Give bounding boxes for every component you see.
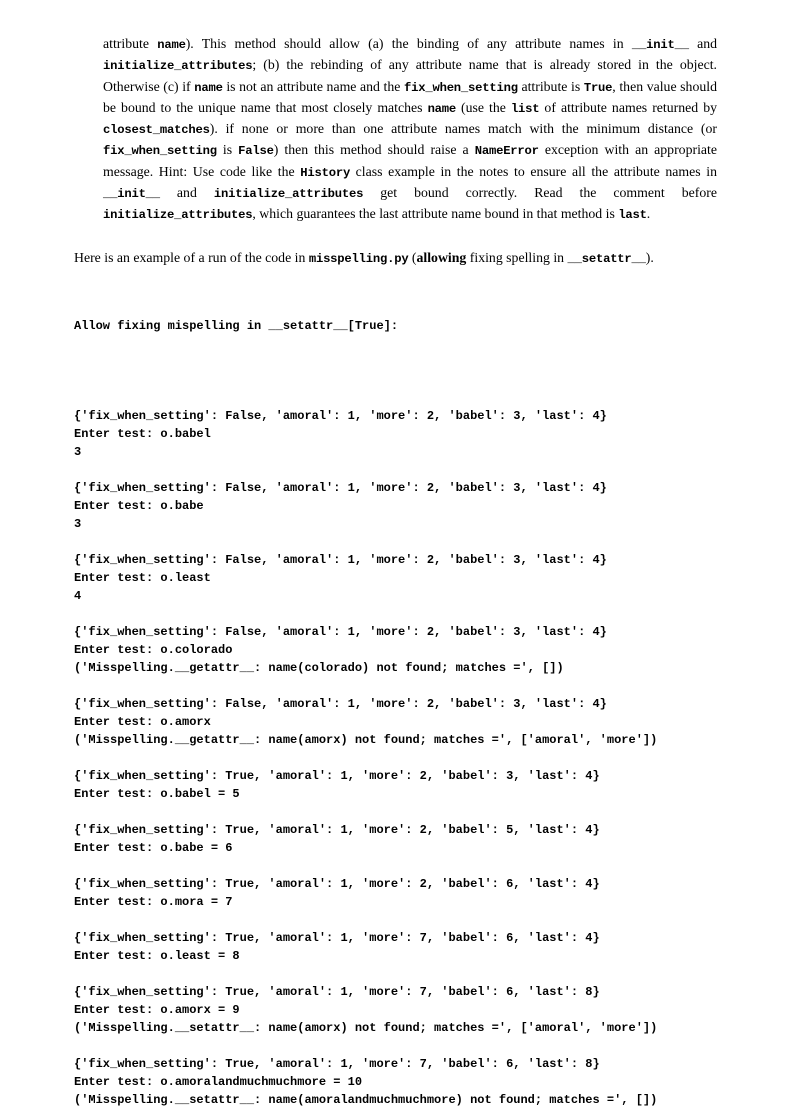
console-block	[74, 821, 719, 857]
inline-code: True	[583, 80, 613, 95]
console-line: {'fix_when_setting': False, 'amoral': 1, 'more': 2, 'babel': 3, 'last': 4}	[74, 552, 607, 567]
inline-code: False	[238, 144, 274, 159]
inline-code: misspelling.py	[308, 251, 409, 266]
console-line: {'fix_when_setting': True, 'amoral': 1, 'more': 7, 'babel': 6, 'last': 8}	[74, 984, 600, 999]
console-line: {'fix_when_setting': False, 'amoral': 1, 'more': 2, 'babel': 3, 'last': 4}	[74, 408, 607, 423]
console-block	[74, 767, 719, 803]
inline-code: list	[510, 101, 540, 116]
text-run: is	[216, 142, 239, 158]
inline-code: initialize_attributes	[103, 208, 253, 223]
text-run: .	[646, 206, 651, 222]
inline-code: initialize_attributes	[103, 59, 253, 74]
inline-code: name	[427, 101, 457, 116]
console-line: ('Misspelling.__getattr__: name(amorx) not found; matches =', ['amoral', 'more'])	[74, 732, 658, 747]
console-block	[74, 1055, 719, 1109]
text-run: ). This method should allow (a) the binding of any attribute names in	[185, 36, 632, 51]
text-run: attribute is	[517, 78, 584, 94]
inline-code: __init__	[631, 38, 689, 52]
text-run: ) then this method should raise a	[273, 142, 475, 158]
text-run: exception with an appropriate message. Hint: Use code like the	[103, 142, 717, 179]
console-line: Enter test: o.babel	[74, 426, 211, 441]
console-line: Enter test: o.amorx	[74, 714, 211, 729]
inline-code: closest_matches	[103, 123, 210, 138]
inline-code: name	[194, 80, 223, 95]
text-run: , which guarantees the last attribute name bound in that method is	[252, 206, 619, 222]
console-line: {'fix_when_setting': True, 'amoral': 1, 'more': 7, 'babel': 6, 'last': 4}	[74, 930, 600, 945]
console-output	[74, 281, 719, 1109]
text-run: allowing	[416, 249, 467, 265]
console-line: Enter test: o.babe	[74, 498, 204, 513]
console-line: {'fix_when_setting': True, 'amoral': 1, 'more': 2, 'babel': 5, 'last': 4}	[74, 822, 600, 837]
console-block	[74, 551, 719, 605]
text-run: (	[408, 249, 417, 265]
text-run: fixing spelling in	[466, 249, 568, 265]
console-line: ('Misspelling.__getattr__: name(colorado) not found; matches =', [])	[74, 660, 564, 675]
text-run: of attribute names returned by	[539, 99, 717, 115]
console-block	[74, 929, 719, 965]
text-run: and	[688, 36, 718, 51]
console-line: Enter test: o.amorx = 9	[74, 1002, 240, 1017]
text-run: ; (b) the rebinding of any attribute name that is already stored in the object. Otherwise (c) if	[103, 57, 717, 94]
console-line: Enter test: o.amoralandmuchmuchmore = 10	[74, 1074, 363, 1089]
example-intro-line	[74, 249, 719, 268]
console-line: Enter test: o.mora = 7	[74, 894, 233, 909]
console-line: {'fix_when_setting': True, 'amoral': 1, 'more': 7, 'babel': 6, 'last': 8}	[74, 1056, 600, 1071]
text-run: and	[159, 185, 214, 201]
console-block	[74, 479, 719, 533]
console-line: Enter test: o.least	[74, 570, 211, 585]
console-block	[74, 875, 719, 911]
console-block	[74, 623, 719, 677]
text-run: , then value should be bound to the unique name that most closely matches	[103, 78, 717, 115]
console-line: {'fix_when_setting': True, 'amoral': 1, 'more': 2, 'babel': 3, 'last': 4}	[74, 768, 600, 783]
text-run: attribute	[103, 36, 158, 51]
console-block	[74, 695, 719, 749]
console-line: {'fix_when_setting': False, 'amoral': 1, 'more': 2, 'babel': 3, 'last': 4}	[74, 480, 607, 495]
console-line: ('Misspelling.__setattr__: name(amoralandmuchmuchmore) not found; matches =', [])	[74, 1092, 658, 1107]
console-line: {'fix_when_setting': False, 'amoral': 1, 'more': 2, 'babel': 3, 'last': 4}	[74, 696, 607, 711]
text-run: (use the	[456, 99, 511, 115]
text-run: get bound correctly. Read the comment before	[363, 185, 717, 201]
inline-code: __init__	[103, 187, 160, 202]
inline-code: __setattr__	[567, 251, 646, 266]
inline-code: NameError	[474, 144, 539, 159]
inline-code: fix_when_setting	[103, 144, 217, 159]
text-run: ). if none or more than one attribute names match with the minimum distance (or	[209, 121, 717, 137]
console-line: Enter test: o.least = 8	[74, 948, 240, 963]
text-run: Here is an example of a run of the code in	[74, 249, 309, 265]
text-run: ).	[645, 249, 654, 265]
inline-code: name	[157, 38, 186, 52]
console-block	[74, 407, 719, 461]
console-line: 3	[74, 516, 82, 531]
text-run: is not an attribute name and the	[222, 78, 405, 94]
inline-code: initialize_attributes	[213, 187, 364, 202]
inline-code: last	[618, 208, 647, 223]
console-line: Enter test: o.babe = 6	[74, 840, 233, 855]
console-header: Allow fixing mispelling in __setattr__[True]:	[74, 318, 399, 333]
console-line: ('Misspelling.__setattr__: name(amorx) not found; matches =', ['amoral', 'more'])	[74, 1020, 658, 1035]
console-line: Enter test: o.babel = 5	[74, 786, 240, 801]
console-line: 4	[74, 588, 82, 603]
console-line: Enter test: o.colorado	[74, 642, 233, 657]
console-line: 3	[74, 444, 82, 459]
console-block	[74, 983, 719, 1037]
inline-code: fix_when_setting	[404, 80, 518, 95]
intro-paragraph	[103, 34, 717, 226]
text-run: class example in the notes to ensure all the attribute names in	[350, 163, 717, 179]
console-line: {'fix_when_setting': False, 'amoral': 1, 'more': 2, 'babel': 3, 'last': 4}	[74, 624, 607, 639]
inline-code: History	[300, 165, 351, 180]
console-line: {'fix_when_setting': True, 'amoral': 1, 'more': 2, 'babel': 6, 'last': 4}	[74, 876, 600, 891]
